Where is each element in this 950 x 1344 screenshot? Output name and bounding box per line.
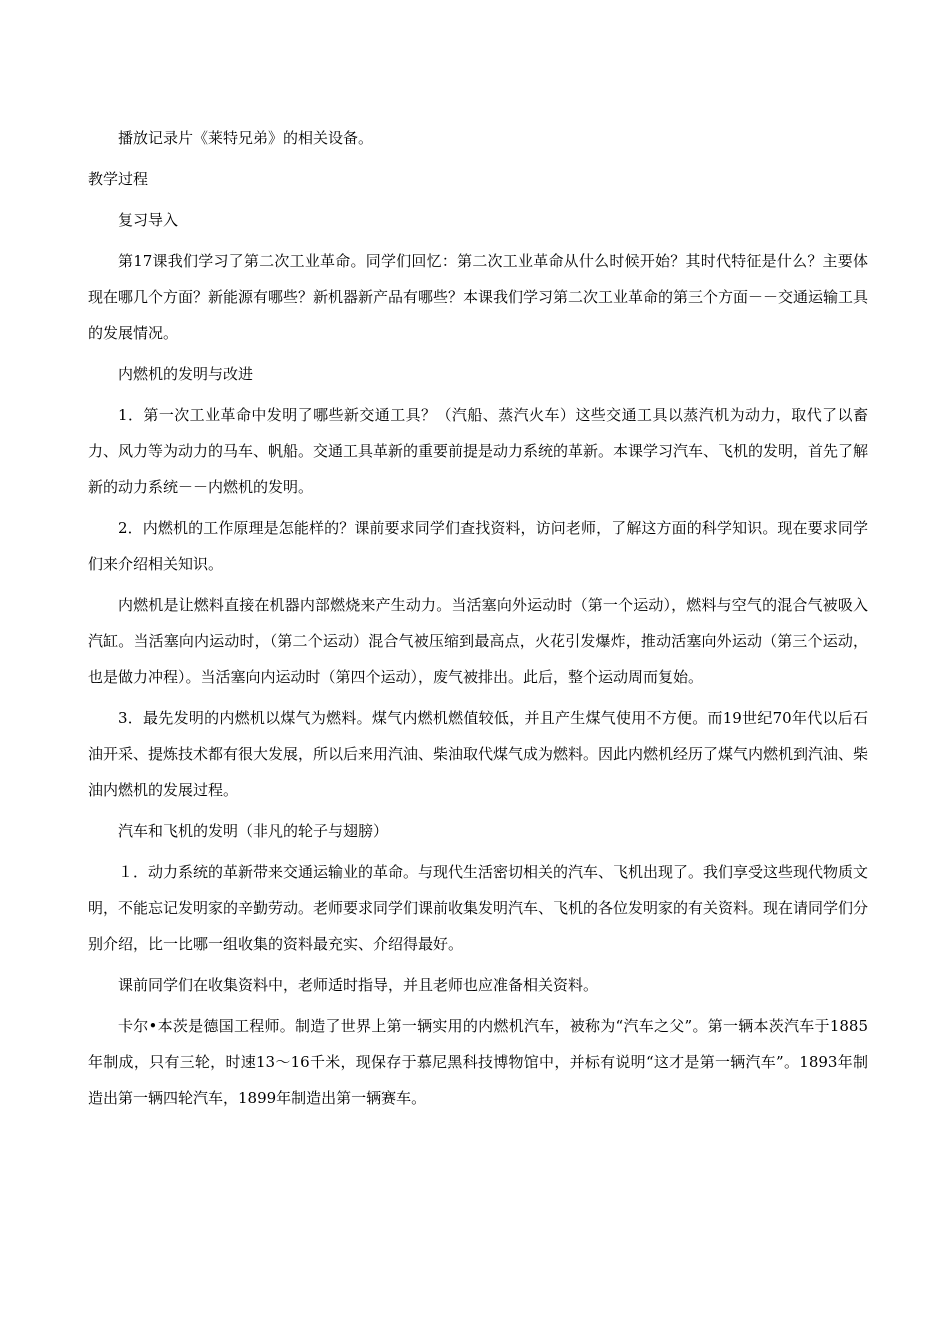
paragraph-engine-principle: 内燃机是让燃料直接在机器内部燃烧来产生动力。当活塞向外运动时（第一个运动），燃料与空气的混合气被吸入汽缸。当活塞向内运动时，（第二个运动）混合气被压缩到最高点，火花引发爆炸，推动活塞向外运动（第三个运动，也是做力冲程）。当活塞向内运动时（第四个运动），废气被排出。此后，整个运动周而复始。 bbox=[88, 596, 868, 686]
paragraph-point-1: 1．第一次工业革命中发明了哪些新交通工具？（汽船、蒸汽火车）这些交通工具以蒸汽机为动力，取代了以畜力、风力等为动力的马车、帆船。交通工具革新的重要前提是动力系统的革新。本课学习汽车、飞机的发明，首先了解新的动力系统－－内燃机的发明。 bbox=[88, 406, 869, 496]
paragraph-point-2: 2．内燃机的工作原理是怎能样的？课前要求同学们查找资料，访问老师，了解这方面的科学知识。现在要求同学们来介绍相关知识。 bbox=[88, 519, 868, 573]
paragraph-review: 第17课我们学习了第二次工业革命。同学们回忆：第二次工业革命从什么时候开始？其时代特征是什么？主要体现在哪几个方面？新能源有哪些？新机器新产品有哪些？本课我们学习第二次工业革命的第三个方面－－交通运输工具的发展情况。 bbox=[88, 252, 869, 342]
paragraph-teacher-guidance: 课前同学们在收集资料中，老师适时指导，并且老师也应准备相关资料。 bbox=[118, 976, 599, 994]
subheading-review-intro: 复习导入 bbox=[118, 211, 179, 229]
subheading-cars-and-planes: 汽车和飞机的发明（非凡的轮子与翅膀） bbox=[118, 822, 389, 840]
document-page bbox=[88, 120, 868, 1116]
subheading-internal-combustion: 内燃机的发明与改进 bbox=[118, 365, 254, 383]
paragraph-inventors: １．动力系统的革新带来交通运输业的革命。与现代生活密切相关的汽车、飞机出现了。我们享受这些现代物质文明，不能忘记发明家的辛勤劳动。老师要求同学们课前收集发明汽车、飞机的各位发明家的有关资料。现在请同学们分别介绍，比一比哪一组收集的资料最充实、介绍得最好。 bbox=[88, 863, 869, 953]
section-heading-teaching-process: 教学过程 bbox=[88, 170, 149, 188]
equipment-line: 播放记录片《莱特兄弟》的相关设备。 bbox=[118, 129, 374, 147]
paragraph-point-3: 3．最先发明的内燃机以煤气为燃料。煤气内燃机燃值较低，并且产生煤气使用不方便。而19世纪70年代以后石油开采、提炼技术都有很大发展，所以后来用汽油、柴油取代煤气成为燃料。因此内燃机经历了煤气内燃机到汽油、柴油内燃机的发展过程。 bbox=[88, 709, 869, 799]
paragraph-karl-benz: 卡尔•本茨是德国工程师。制造了世界上第一辆实用的内燃机汽车，被称为“汽车之父”。第一辆本茨汽车于1885年制成，只有三轮，时速13～16千米，现保存于慕尼黑科技博物馆中，并标有说明“这才是第一辆汽车”。1893年制造出第一辆四轮汽车，1899年制造出第一辆赛车。 bbox=[88, 1017, 868, 1107]
